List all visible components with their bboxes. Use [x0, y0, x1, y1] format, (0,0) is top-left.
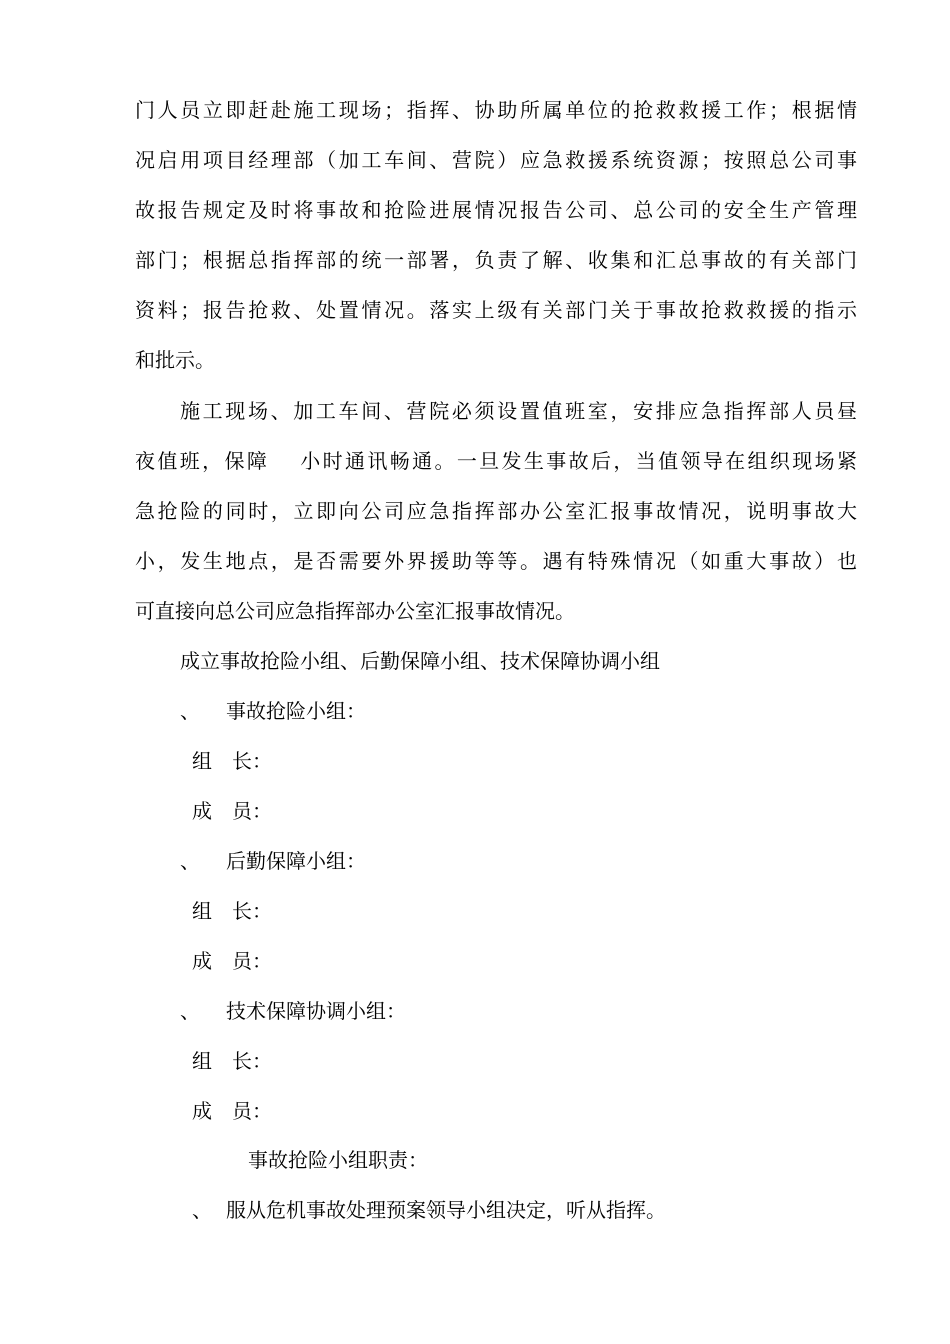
paragraph-line: 小，发生地点，是否需要外界援助等等。遇有特殊情况（如重大事故）也	[135, 549, 857, 573]
duty-text: 服从危机事故处理预案领导小组决定，听从指挥。	[226, 1198, 666, 1222]
paragraph-line: 门人员立即赶赴施工现场；指挥、协助所属单位的抢救救援工作；根据情	[135, 98, 857, 122]
group-name: 事故抢险小组：	[226, 699, 366, 723]
paragraph-line: 施工现场、加工车间、营院必须设置值班室，安排应急指挥部人员昼	[180, 399, 857, 423]
list-mark: 、	[180, 999, 200, 1023]
paragraph-line: 资料；报告抢救、处置情况。落实上级有关部门关于事故抢救救援的指示	[135, 298, 857, 322]
leader-label: 组 长：	[192, 749, 272, 773]
groups-heading: 成立事故抢险小组、后勤保障小组、技术保障协调小组	[180, 649, 660, 673]
paragraph-line: 急抢险的同时，立即向公司应急指挥部办公室汇报事故情况，说明事故大	[135, 499, 857, 523]
group-name: 后勤保障小组：	[226, 849, 366, 873]
list-mark: 、	[192, 1198, 212, 1222]
leader-label: 组 长：	[192, 1049, 272, 1073]
list-mark: 、	[180, 699, 200, 723]
paragraph-line: 故报告规定及时将事故和抢险进展情况报告公司、总公司的安全生产管理	[135, 198, 857, 222]
paragraph-line: 可直接向总公司应急指挥部办公室汇报事故情况。	[135, 599, 575, 623]
duties-heading: 事故抢险小组职责：	[248, 1148, 428, 1172]
paragraph-line: 况启用项目经理部（加工车间、营院）应急救援系统资源；按照总公司事	[135, 148, 857, 172]
member-label: 成 员：	[192, 949, 272, 973]
group-name: 技术保障协调小组：	[226, 999, 406, 1023]
paragraph-line: 部门；根据总指挥部的统一部署，负责了解、收集和汇总事故的有关部门	[135, 248, 857, 272]
paragraph-line: 夜值班，保障 小时通讯畅通。一旦发生事故后，当值领导在组织现场紧	[135, 449, 857, 473]
member-label: 成 员：	[192, 1099, 272, 1123]
member-label: 成 员：	[192, 799, 272, 823]
list-mark: 、	[180, 849, 200, 873]
paragraph-line: 和批示。	[135, 348, 215, 372]
leader-label: 组 长：	[192, 899, 272, 923]
